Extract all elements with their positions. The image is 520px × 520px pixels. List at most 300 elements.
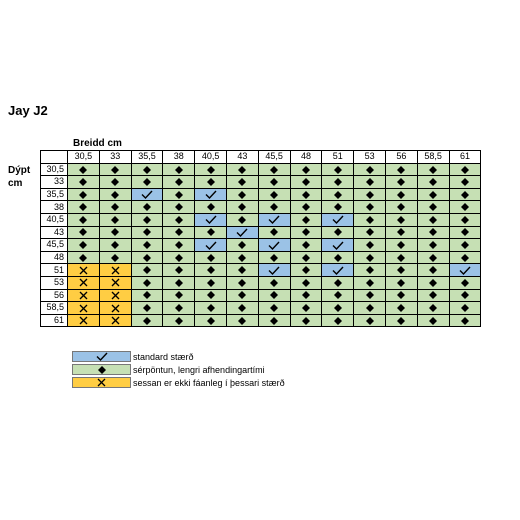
legend-swatch bbox=[72, 351, 131, 362]
diamond-icon bbox=[79, 203, 87, 211]
diamond-icon bbox=[334, 178, 342, 186]
diamond-icon bbox=[397, 191, 405, 199]
column-header: 40,5 bbox=[195, 151, 227, 164]
diamond-icon bbox=[302, 279, 310, 287]
depth-axis-label-line-2: cm bbox=[8, 178, 23, 189]
table-cell bbox=[195, 289, 227, 302]
diamond-icon bbox=[397, 216, 405, 224]
diamond-icon bbox=[79, 241, 87, 249]
diamond-icon bbox=[270, 228, 278, 236]
diamond-icon bbox=[238, 254, 246, 262]
column-header: 61 bbox=[449, 151, 481, 164]
diamond-icon bbox=[270, 279, 278, 287]
table-cell bbox=[322, 201, 354, 214]
row-header: 48 bbox=[41, 251, 68, 264]
row-header: 35,5 bbox=[41, 188, 68, 201]
diamond-icon bbox=[207, 228, 215, 236]
diamond-icon bbox=[397, 266, 405, 274]
diamond-icon bbox=[79, 178, 87, 186]
row-header: 45,5 bbox=[41, 239, 68, 252]
table-cell bbox=[131, 264, 163, 277]
table-row bbox=[41, 201, 481, 214]
diamond-icon bbox=[111, 241, 119, 249]
cross-icon bbox=[111, 316, 120, 325]
diamond-icon bbox=[238, 317, 246, 325]
diamond-icon bbox=[79, 216, 87, 224]
table-cell bbox=[163, 314, 195, 327]
diamond-icon bbox=[143, 178, 151, 186]
diamond-icon bbox=[429, 304, 437, 312]
diamond-icon bbox=[175, 166, 183, 174]
diamond-icon bbox=[302, 203, 310, 211]
table-cell bbox=[449, 239, 481, 252]
diamond-icon bbox=[461, 254, 469, 262]
table-cell bbox=[322, 251, 354, 264]
table-cell bbox=[163, 201, 195, 214]
diamond-icon bbox=[238, 266, 246, 274]
diamond-icon bbox=[397, 228, 405, 236]
table-cell bbox=[449, 163, 481, 176]
table-cell bbox=[290, 213, 322, 226]
table-cell bbox=[195, 251, 227, 264]
table-row bbox=[41, 251, 481, 264]
table-cell bbox=[163, 264, 195, 277]
cross-icon bbox=[79, 266, 88, 275]
row-header: 51 bbox=[41, 264, 68, 277]
table-cell bbox=[449, 276, 481, 289]
diamond-icon bbox=[270, 166, 278, 174]
cross-icon bbox=[79, 304, 88, 313]
table-cell bbox=[385, 276, 417, 289]
table-cell bbox=[68, 251, 100, 264]
table-cell bbox=[226, 176, 258, 189]
table-cell bbox=[258, 251, 290, 264]
row-header: 40,5 bbox=[41, 213, 68, 226]
table-cell bbox=[449, 188, 481, 201]
diamond-icon bbox=[461, 228, 469, 236]
diamond-icon bbox=[366, 166, 374, 174]
table-row bbox=[41, 226, 481, 239]
check-icon bbox=[96, 352, 108, 361]
diamond-icon bbox=[143, 254, 151, 262]
diamond-icon bbox=[397, 304, 405, 312]
table-row bbox=[41, 314, 481, 327]
table-cell bbox=[354, 239, 386, 252]
table-cell bbox=[290, 226, 322, 239]
diamond-icon bbox=[143, 216, 151, 224]
row-header: 61 bbox=[41, 314, 68, 327]
table-cell bbox=[258, 176, 290, 189]
diamond-icon bbox=[302, 178, 310, 186]
table-row bbox=[41, 163, 481, 176]
table-cell bbox=[290, 276, 322, 289]
table-cell bbox=[195, 188, 227, 201]
table-cell bbox=[68, 289, 100, 302]
table-cell bbox=[449, 289, 481, 302]
depth-axis-label-line-1: Dýpt bbox=[8, 165, 31, 176]
table-cell bbox=[354, 289, 386, 302]
diamond-icon bbox=[111, 254, 119, 262]
diamond-icon bbox=[461, 279, 469, 287]
row-header: 33 bbox=[41, 176, 68, 189]
table-cell bbox=[226, 201, 258, 214]
diamond-icon bbox=[366, 291, 374, 299]
table-cell bbox=[68, 314, 100, 327]
diamond-icon bbox=[429, 216, 437, 224]
table-cell bbox=[322, 289, 354, 302]
table-cell bbox=[258, 302, 290, 315]
diamond-icon bbox=[143, 166, 151, 174]
table-cell bbox=[195, 226, 227, 239]
diamond-icon bbox=[334, 317, 342, 325]
diamond-icon bbox=[397, 254, 405, 262]
table-cell bbox=[385, 213, 417, 226]
diamond-icon bbox=[207, 304, 215, 312]
diamond-icon bbox=[270, 191, 278, 199]
diamond-icon bbox=[175, 279, 183, 287]
diamond-icon bbox=[111, 191, 119, 199]
column-header: 35,5 bbox=[131, 151, 163, 164]
diamond-icon bbox=[334, 166, 342, 174]
diamond-icon bbox=[461, 203, 469, 211]
table-row bbox=[41, 276, 481, 289]
table-cell bbox=[354, 302, 386, 315]
table-cell bbox=[322, 264, 354, 277]
diamond-icon bbox=[98, 366, 106, 374]
diamond-icon bbox=[207, 254, 215, 262]
table-cell bbox=[195, 276, 227, 289]
diamond-icon bbox=[302, 266, 310, 274]
diamond-icon bbox=[143, 228, 151, 236]
table-cell bbox=[258, 264, 290, 277]
table-cell bbox=[258, 226, 290, 239]
table-cell bbox=[354, 314, 386, 327]
table-cell bbox=[163, 176, 195, 189]
diamond-icon bbox=[79, 191, 87, 199]
diamond-icon bbox=[143, 291, 151, 299]
table-cell bbox=[68, 264, 100, 277]
diamond-icon bbox=[175, 291, 183, 299]
diamond-icon bbox=[175, 178, 183, 186]
diamond-icon bbox=[207, 178, 215, 186]
table-cell bbox=[417, 213, 449, 226]
table-cell bbox=[226, 264, 258, 277]
diamond-icon bbox=[270, 317, 278, 325]
diamond-icon bbox=[143, 266, 151, 274]
legend-label: sérpöntun, lengri afhendingartími bbox=[133, 365, 265, 375]
diamond-icon bbox=[334, 279, 342, 287]
table-cell bbox=[290, 251, 322, 264]
table-cell bbox=[417, 289, 449, 302]
table-cell bbox=[290, 289, 322, 302]
diamond-icon bbox=[207, 203, 215, 211]
row-header: 53 bbox=[41, 276, 68, 289]
diamond-icon bbox=[397, 203, 405, 211]
diamond-icon bbox=[175, 191, 183, 199]
table-cell bbox=[290, 314, 322, 327]
table-cell bbox=[258, 314, 290, 327]
table-cell bbox=[99, 188, 131, 201]
diamond-icon bbox=[334, 291, 342, 299]
diamond-icon bbox=[207, 317, 215, 325]
table-cell bbox=[226, 188, 258, 201]
table-cell bbox=[99, 176, 131, 189]
table-cell bbox=[417, 226, 449, 239]
diamond-icon bbox=[302, 291, 310, 299]
diamond-icon bbox=[238, 279, 246, 287]
check-icon bbox=[205, 190, 217, 199]
diamond-icon bbox=[111, 228, 119, 236]
table-cell bbox=[226, 163, 258, 176]
check-icon bbox=[141, 190, 153, 199]
table-cell bbox=[131, 302, 163, 315]
table-cell bbox=[131, 289, 163, 302]
table-cell bbox=[163, 226, 195, 239]
table-cell bbox=[417, 176, 449, 189]
diamond-icon bbox=[175, 304, 183, 312]
table-cell bbox=[417, 163, 449, 176]
diamond-icon bbox=[429, 266, 437, 274]
table-cell bbox=[68, 239, 100, 252]
table-cell bbox=[99, 239, 131, 252]
diamond-icon bbox=[429, 228, 437, 236]
table-cell bbox=[258, 188, 290, 201]
table-cell bbox=[258, 163, 290, 176]
table-cell bbox=[99, 251, 131, 264]
diamond-icon bbox=[207, 166, 215, 174]
column-header: 33 bbox=[99, 151, 131, 164]
diamond-icon bbox=[143, 279, 151, 287]
table-cell bbox=[163, 276, 195, 289]
table-cell bbox=[417, 314, 449, 327]
table-cell bbox=[195, 314, 227, 327]
diamond-icon bbox=[238, 291, 246, 299]
column-header: 38 bbox=[163, 151, 195, 164]
table-cell bbox=[99, 226, 131, 239]
table-cell bbox=[258, 276, 290, 289]
row-header: 58,5 bbox=[41, 302, 68, 315]
table-cell bbox=[290, 239, 322, 252]
diamond-icon bbox=[238, 166, 246, 174]
diamond-icon bbox=[461, 304, 469, 312]
check-icon bbox=[332, 241, 344, 250]
cross-icon bbox=[97, 378, 106, 387]
table-cell bbox=[163, 239, 195, 252]
table-cell bbox=[258, 289, 290, 302]
cross-icon bbox=[79, 278, 88, 287]
legend-swatch bbox=[72, 377, 131, 388]
table-row bbox=[41, 264, 481, 277]
table-cell bbox=[226, 276, 258, 289]
diamond-icon bbox=[238, 216, 246, 224]
legend-label: standard stærð bbox=[133, 352, 194, 362]
page-title: Jay J2 bbox=[8, 103, 48, 118]
table-cell bbox=[131, 314, 163, 327]
diamond-icon bbox=[270, 254, 278, 262]
table-row bbox=[41, 302, 481, 315]
table-cell bbox=[354, 213, 386, 226]
column-header: 51 bbox=[322, 151, 354, 164]
table-cell bbox=[131, 276, 163, 289]
table-cell bbox=[385, 176, 417, 189]
table-cell bbox=[68, 163, 100, 176]
check-icon bbox=[236, 228, 248, 237]
check-icon bbox=[332, 266, 344, 275]
check-icon bbox=[205, 241, 217, 250]
check-icon bbox=[268, 241, 280, 250]
table-cell bbox=[354, 251, 386, 264]
diamond-icon bbox=[397, 279, 405, 287]
diamond-icon bbox=[270, 304, 278, 312]
table-cell bbox=[68, 302, 100, 315]
table-cell bbox=[417, 188, 449, 201]
table-cell bbox=[290, 176, 322, 189]
diamond-icon bbox=[111, 166, 119, 174]
column-header: 56 bbox=[385, 151, 417, 164]
table-cell bbox=[195, 213, 227, 226]
diamond-icon bbox=[238, 178, 246, 186]
table-cell bbox=[163, 213, 195, 226]
table-cell bbox=[195, 239, 227, 252]
table-cell bbox=[258, 201, 290, 214]
size-availability-table bbox=[40, 150, 481, 327]
diamond-icon bbox=[461, 178, 469, 186]
diamond-icon bbox=[334, 304, 342, 312]
diamond-icon bbox=[175, 266, 183, 274]
table-cell bbox=[354, 188, 386, 201]
table-cell bbox=[258, 239, 290, 252]
table-cell bbox=[258, 213, 290, 226]
table-cell bbox=[354, 226, 386, 239]
diamond-icon bbox=[238, 191, 246, 199]
table-cell bbox=[68, 226, 100, 239]
diamond-icon bbox=[302, 228, 310, 236]
column-header: 48 bbox=[290, 151, 322, 164]
table-cell bbox=[226, 251, 258, 264]
diamond-icon bbox=[238, 203, 246, 211]
table-cell bbox=[449, 264, 481, 277]
diamond-icon bbox=[175, 241, 183, 249]
diamond-icon bbox=[461, 317, 469, 325]
diamond-icon bbox=[238, 241, 246, 249]
table-cell bbox=[322, 188, 354, 201]
table-row bbox=[41, 188, 481, 201]
diamond-icon bbox=[238, 304, 246, 312]
diamond-icon bbox=[302, 191, 310, 199]
diamond-icon bbox=[334, 191, 342, 199]
table-cell bbox=[385, 239, 417, 252]
cross-icon bbox=[111, 266, 120, 275]
check-icon bbox=[459, 266, 471, 275]
table-corner bbox=[41, 151, 68, 164]
diamond-icon bbox=[143, 317, 151, 325]
table-cell bbox=[163, 251, 195, 264]
table-cell bbox=[385, 264, 417, 277]
table-row bbox=[41, 289, 481, 302]
table-cell bbox=[195, 163, 227, 176]
table-cell bbox=[226, 314, 258, 327]
table-cell bbox=[68, 201, 100, 214]
diamond-icon bbox=[397, 317, 405, 325]
diamond-icon bbox=[111, 216, 119, 224]
table-cell bbox=[385, 188, 417, 201]
diamond-icon bbox=[429, 178, 437, 186]
table-cell bbox=[195, 264, 227, 277]
diamond-icon bbox=[143, 203, 151, 211]
row-header: 38 bbox=[41, 201, 68, 214]
diamond-icon bbox=[429, 254, 437, 262]
diamond-icon bbox=[461, 241, 469, 249]
diamond-icon bbox=[302, 166, 310, 174]
diamond-icon bbox=[397, 241, 405, 249]
table-cell bbox=[417, 201, 449, 214]
table-cell bbox=[322, 176, 354, 189]
diamond-icon bbox=[143, 304, 151, 312]
table-cell bbox=[449, 176, 481, 189]
check-icon bbox=[268, 215, 280, 224]
table-cell bbox=[449, 226, 481, 239]
diamond-icon bbox=[79, 166, 87, 174]
diamond-icon bbox=[175, 228, 183, 236]
table-cell bbox=[322, 276, 354, 289]
diamond-icon bbox=[429, 291, 437, 299]
diamond-icon bbox=[429, 317, 437, 325]
table-cell bbox=[417, 302, 449, 315]
table-cell bbox=[354, 163, 386, 176]
table-cell bbox=[131, 163, 163, 176]
table-cell bbox=[163, 188, 195, 201]
diamond-icon bbox=[366, 304, 374, 312]
table-cell bbox=[322, 314, 354, 327]
table-cell bbox=[417, 276, 449, 289]
table-cell bbox=[449, 302, 481, 315]
table-cell bbox=[385, 201, 417, 214]
table-cell bbox=[449, 201, 481, 214]
diamond-icon bbox=[366, 203, 374, 211]
diamond-icon bbox=[111, 178, 119, 186]
row-header: 43 bbox=[41, 226, 68, 239]
table-cell bbox=[385, 302, 417, 315]
table-cell bbox=[417, 251, 449, 264]
diamond-icon bbox=[175, 203, 183, 211]
diamond-icon bbox=[111, 203, 119, 211]
table-cell bbox=[195, 302, 227, 315]
diamond-icon bbox=[366, 241, 374, 249]
table-cell bbox=[385, 289, 417, 302]
table-cell bbox=[131, 239, 163, 252]
table-cell bbox=[385, 226, 417, 239]
column-header: 30,5 bbox=[68, 151, 100, 164]
table-row bbox=[41, 176, 481, 189]
table-cell bbox=[131, 188, 163, 201]
table-cell bbox=[131, 251, 163, 264]
table-row bbox=[41, 239, 481, 252]
diamond-icon bbox=[302, 216, 310, 224]
diamond-icon bbox=[461, 191, 469, 199]
diamond-icon bbox=[302, 317, 310, 325]
table-cell bbox=[354, 201, 386, 214]
table-cell bbox=[322, 213, 354, 226]
diamond-icon bbox=[366, 254, 374, 262]
table-cell bbox=[99, 264, 131, 277]
diamond-icon bbox=[334, 203, 342, 211]
diamond-icon bbox=[429, 279, 437, 287]
table-cell bbox=[385, 251, 417, 264]
diamond-icon bbox=[207, 279, 215, 287]
diamond-icon bbox=[397, 178, 405, 186]
diamond-icon bbox=[175, 254, 183, 262]
table-cell bbox=[354, 176, 386, 189]
